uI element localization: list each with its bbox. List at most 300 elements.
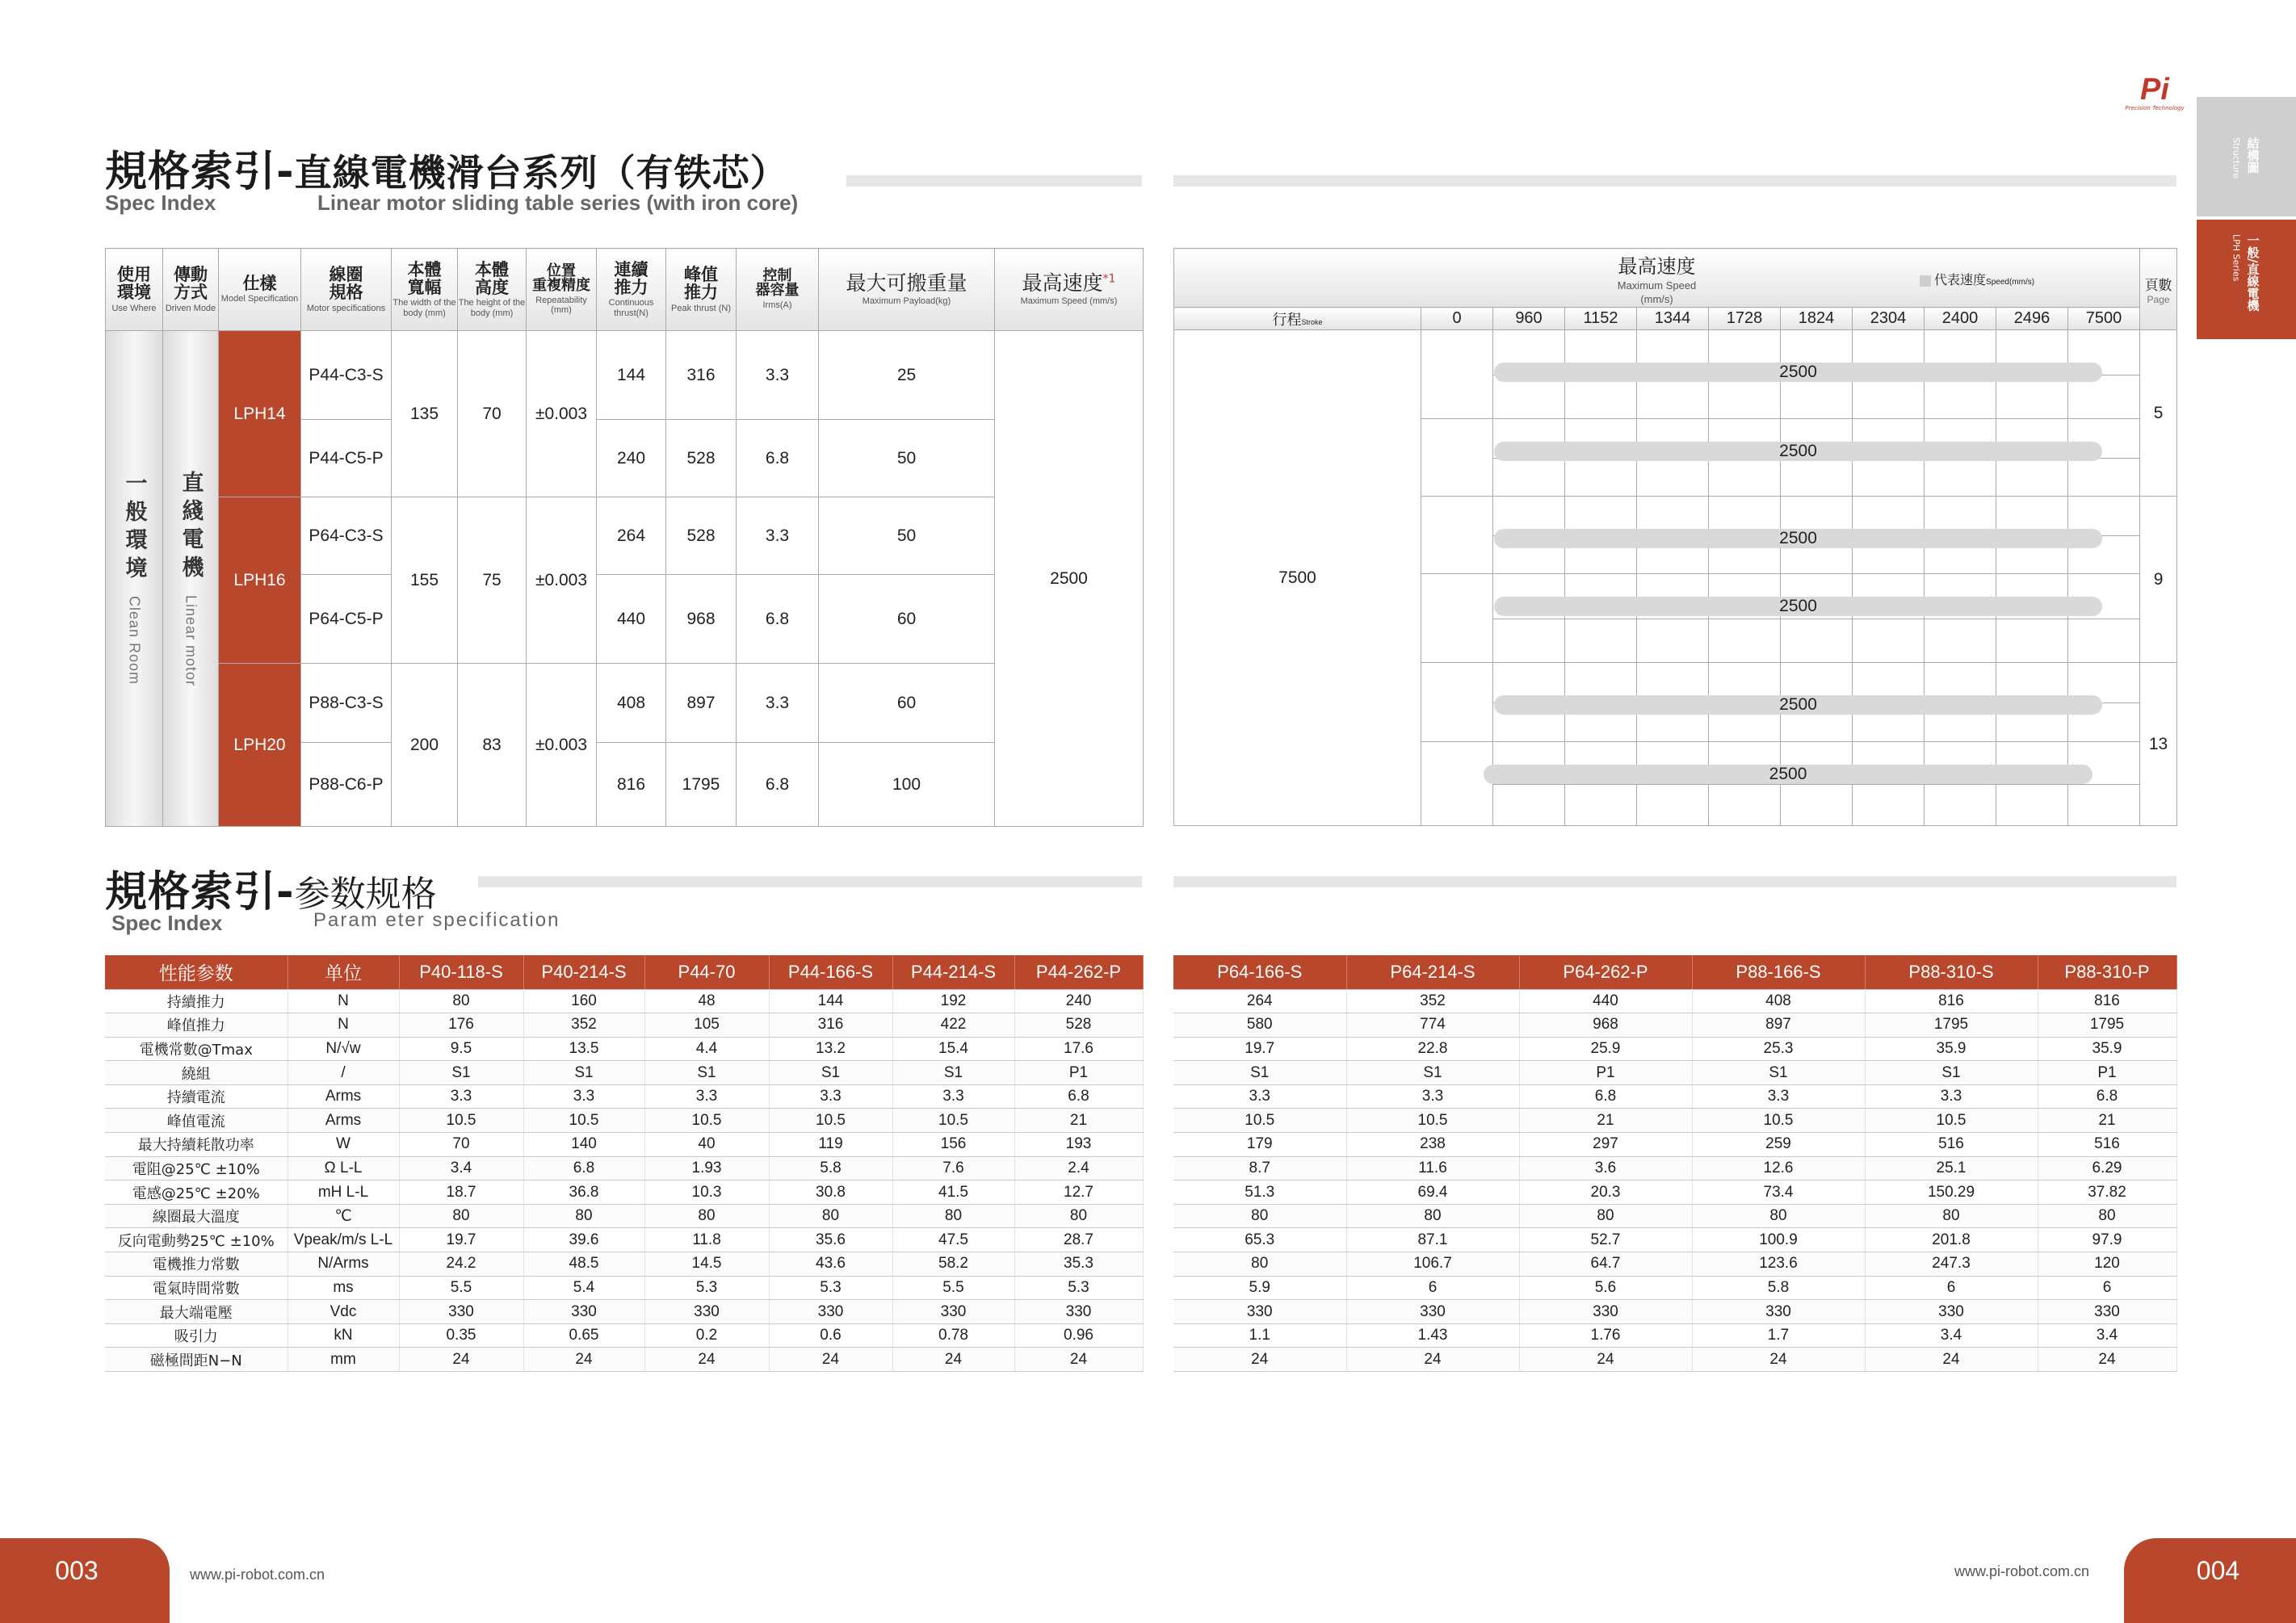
speed-bar: 2500 [1494,597,2102,616]
param-value: 9.5 [399,1037,523,1061]
param-value: 156 [892,1133,1014,1157]
page-number-cell: 5 [2140,330,2177,497]
section2-title-zh-b: 参数规格 [294,874,437,915]
param-value: 35.9 [1865,1037,2038,1061]
param-row [105,1037,1143,1061]
speed-table [1173,248,2177,826]
param-value: 1.76 [1519,1323,1692,1348]
section1-subtitle-en-b: Linear motor sliding table series (with iron core) [317,191,799,215]
page-number-right: 004 [2196,1556,2240,1585]
param-row [1173,1300,2176,1324]
side-tab-lph-zh: 一般/直線電機 [2245,234,2260,312]
param-value: 10.5 [1346,1109,1519,1133]
param-value: 528 [1014,1013,1143,1038]
irms-cell: 6.8 [737,420,819,497]
cont-cell: 408 [597,664,666,743]
param-value: 0.96 [1014,1323,1143,1348]
param-value: P1 [1519,1061,1692,1085]
param-value: 10.5 [1692,1109,1865,1133]
param-row [105,1348,1143,1372]
col-irms: 控制 器容量 Irms(A) [737,249,819,331]
height-cell: 83 [458,664,527,827]
param-value: 12.7 [1014,1181,1143,1205]
param-header-model: P88-310-S [1865,955,2038,989]
param-value: 80 [769,1204,892,1228]
section1-title-zh-b: 直線電機滑台系列（有铁芯） [294,151,788,195]
stroke-col: 2496 [1996,308,2068,330]
speed-header [1174,249,2140,308]
param-unit: Arms [288,1084,399,1109]
stroke-col: 2400 [1925,308,1996,330]
page-number-left: 003 [55,1556,99,1585]
param-row [1173,1181,2176,1205]
param-value: 13.2 [769,1037,892,1061]
irms-cell: 3.3 [737,497,819,575]
param-value: 0.6 [769,1323,892,1348]
param-value: 24 [1173,1348,1346,1372]
peak-cell: 897 [666,664,737,743]
param-row [1173,1348,2176,1372]
param-value: 352 [523,1013,644,1038]
param-value: 5.3 [1014,1276,1143,1300]
param-value: 58.2 [892,1252,1014,1277]
param-value: 3.4 [1865,1323,2038,1348]
param-value: 6 [1865,1276,2038,1300]
param-value: 440 [1519,989,1692,1013]
param-value: 12.6 [1692,1156,1865,1181]
param-value: 11.6 [1346,1156,1519,1181]
section2-subtitle-en-b: Param eter specification [313,909,560,931]
param-value: 80 [1173,1252,1346,1277]
param-value: 1.93 [644,1156,769,1181]
repeat-cell: ±0.003 [527,497,597,664]
param-row [105,1276,1143,1300]
side-tab-structure[interactable] [2197,97,2296,216]
cont-cell: 264 [597,497,666,575]
param-row [1173,1276,2176,1300]
param-value: 48.5 [523,1252,644,1277]
param-value: 774 [1346,1013,1519,1038]
param-value: 140 [523,1133,644,1157]
param-value: 4.4 [644,1037,769,1061]
param-name: 持續推力 [105,989,288,1013]
param-value: 330 [2038,1300,2176,1324]
param-unit: Ω L-L [288,1156,399,1181]
col-width: 本體 寬幅 The width of the body (mm) [392,249,458,331]
col-payload: 最大可搬重量 Maximum Payload(kg) [819,249,995,331]
param-header-model: P40-118-S [399,955,523,989]
param-value: 10.5 [523,1109,644,1133]
param-value: 408 [1692,989,1865,1013]
param-value: 516 [2038,1133,2176,1157]
param-value: 80 [644,1204,769,1228]
param-value: 330 [644,1300,769,1324]
param-value: 37.82 [2038,1181,2176,1205]
stroke-col: 7500 [2068,308,2140,330]
width-cell: 200 [392,664,458,827]
stroke-col: 0 [1421,308,1493,330]
param-name: 電阻@25℃ ±10% [105,1156,288,1181]
page-number-cell: 9 [2140,497,2177,663]
param-value: 6.8 [1519,1084,1692,1109]
param-value: 80 [2038,1204,2176,1228]
param-row [105,1061,1143,1085]
param-row [105,1323,1143,1348]
height-cell: 70 [458,331,527,497]
param-value: S1 [399,1061,523,1085]
param-value: 18.7 [399,1181,523,1205]
param-name: 吸引力 [105,1323,288,1348]
param-table-left [105,955,1144,1372]
section2-title-zh-a: 規格索引- [105,868,295,916]
param-value: 5.3 [769,1276,892,1300]
peak-cell: 1795 [666,743,737,827]
param-unit: N [288,989,399,1013]
param-header-model: P88-310-P [2038,955,2176,989]
page-number-cell: 13 [2140,663,2177,826]
footer-url-right[interactable]: www.pi-robot.com.cn [1954,1563,2090,1579]
param-header-model: P44-70 [644,955,769,989]
param-value: 11.8 [644,1228,769,1252]
param-name: 線圈最大溫度 [105,1204,288,1228]
param-row [1173,989,2176,1013]
param-value: 10.5 [892,1109,1014,1133]
footnote-marker: *1 [1102,273,1116,286]
param-value: 10.3 [644,1181,769,1205]
param-value: 968 [1519,1013,1692,1038]
stroke-col: 1152 [1565,308,1637,330]
speed-grid-cell [1421,742,1493,826]
max-speed-cell: 2500 [995,331,1144,827]
param-value: 352 [1346,989,1519,1013]
peak-cell: 528 [666,420,737,497]
param-value: 80 [892,1204,1014,1228]
param-value: 17.6 [1014,1037,1143,1061]
param-value: 5.8 [1692,1276,1865,1300]
param-value: 5.9 [1173,1276,1346,1300]
repeat-cell: ±0.003 [527,664,597,827]
param-value: 422 [892,1013,1014,1038]
col-use-where: 使用 環境 Use Where [106,249,163,331]
stroke-col: 1728 [1709,308,1781,330]
coil-cell: P88-C3-S [301,664,392,743]
footer-left-tab [0,1538,170,1623]
param-value: 24 [892,1348,1014,1372]
param-value: 35.6 [769,1228,892,1252]
param-name: 最大持續耗散功率 [105,1133,288,1157]
param-value: 40 [644,1133,769,1157]
param-value: 35.3 [1014,1252,1143,1277]
speed-grid-cell [1421,497,1493,574]
stroke-label-en: Stroke [1301,317,1323,326]
side-tab-structure-en: Structure [2231,137,2242,179]
section2-subtitle-en-a: Spec Index [111,911,223,935]
coil-cell: P44-C3-S [301,331,392,420]
param-header-model: P88-166-S [1692,955,1865,989]
param-value: 24 [1014,1348,1143,1372]
param-row [105,1133,1143,1157]
param-value: 69.4 [1346,1181,1519,1205]
peak-cell: 528 [666,497,737,575]
legend-swatch [1920,275,1931,287]
param-value: 3.3 [1346,1084,1519,1109]
cont-cell: 144 [597,331,666,420]
param-value: 1.1 [1173,1323,1346,1348]
param-value: 10.5 [1173,1109,1346,1133]
param-value: 816 [2038,989,2176,1013]
speed-bar-cell [1493,419,2140,497]
param-value: 3.6 [1519,1156,1692,1181]
param-value: 21 [2038,1109,2176,1133]
param-value: 80 [1173,1204,1346,1228]
param-value: 193 [1014,1133,1143,1157]
param-value: 580 [1173,1013,1346,1038]
speed-bar-cell [1493,663,2140,742]
model-lph20: LPH20 [219,664,301,827]
param-header-model: P64-166-S [1173,955,1346,989]
param-value: S1 [1692,1061,1865,1085]
param-value: 24 [1346,1348,1519,1372]
section1-divider-right [1173,175,2176,187]
section1-subtitle-en-a: Spec Index [105,191,216,215]
param-value: 19.7 [399,1228,523,1252]
param-row [1173,1133,2176,1157]
param-value: 21 [1014,1109,1143,1133]
param-row [1173,1084,2176,1109]
payload-cell: 50 [819,420,995,497]
param-value: 80 [1346,1204,1519,1228]
param-value: 47.5 [892,1228,1014,1252]
param-value: 6 [2038,1276,2176,1300]
param-value: 19.7 [1173,1037,1346,1061]
param-name: 繞組 [105,1061,288,1085]
coil-cell: P88-C6-P [301,743,392,827]
param-value: 13.5 [523,1037,644,1061]
page-col-header: 頁數 Page [2140,249,2177,330]
col-repeatability: 位置 重複精度 Repeatability (mm) [527,249,597,331]
param-name: 電氣時間常數 [105,1276,288,1300]
param-value: S1 [1346,1061,1519,1085]
param-row [1173,1109,2176,1133]
param-value: 3.3 [523,1084,644,1109]
stroke-col: 960 [1493,308,1565,330]
param-name: 反向電動勢25℃ ±10% [105,1228,288,1252]
param-value: 80 [1865,1204,2038,1228]
payload-cell: 50 [819,497,995,575]
param-header-model: P44-262-P [1014,955,1143,989]
width-cell: 135 [392,331,458,497]
param-row [105,1013,1143,1038]
repeat-cell: ±0.003 [527,331,597,497]
param-value: 3.4 [2038,1323,2176,1348]
payload-cell: 25 [819,331,995,420]
param-row [1173,1228,2176,1252]
speed-bar: 2500 [1494,529,2102,548]
side-tab-structure-zh: 結構圖 [2245,137,2260,174]
coil-cell: P64-C3-S [301,497,392,575]
param-unit: mH L-L [288,1181,399,1205]
param-value: 64.7 [1519,1252,1692,1277]
param-value: 330 [399,1300,523,1324]
param-value: 3.3 [892,1084,1014,1109]
param-value: 5.3 [644,1276,769,1300]
col-peak-thrust: 峰值 推力 Peak thrust (N) [666,249,737,331]
param-value: 6.8 [523,1156,644,1181]
footer-url-left[interactable]: www.pi-robot.com.cn [190,1566,325,1583]
param-unit: ms [288,1276,399,1300]
param-value: 97.9 [2038,1228,2176,1252]
param-unit: mm [288,1348,399,1372]
model-lph16: LPH16 [219,497,301,664]
param-value: 0.2 [644,1323,769,1348]
param-value: 179 [1173,1133,1346,1157]
param-value: 1.43 [1346,1323,1519,1348]
driven-mode-cell: 直綫電機 Linear motor [163,331,219,827]
cont-cell: 240 [597,420,666,497]
param-unit: ℃ [288,1204,399,1228]
param-value: 330 [523,1300,644,1324]
param-value: 24 [1692,1348,1865,1372]
param-value: 192 [892,989,1014,1013]
cont-cell: 440 [597,575,666,664]
param-value: 106.7 [1346,1252,1519,1277]
param-header-model: P44-166-S [769,955,892,989]
param-value: 0.78 [892,1323,1014,1348]
param-value: 25.9 [1519,1037,1692,1061]
param-header-unit: 单位 [288,955,399,989]
param-value: 36.8 [523,1181,644,1205]
param-value: 259 [1692,1133,1865,1157]
param-value: 24 [523,1348,644,1372]
model-lph14: LPH14 [219,331,301,497]
param-value: 41.5 [892,1181,1014,1205]
stroke-value-cell: 7500 [1174,330,1421,826]
param-unit: W [288,1133,399,1157]
param-value: 3.4 [399,1156,523,1181]
param-value: 3.3 [1692,1084,1865,1109]
irms-cell: 6.8 [737,575,819,664]
param-value: 65.3 [1173,1228,1346,1252]
param-row [1173,1037,2176,1061]
irms-cell: 3.3 [737,331,819,420]
param-value: 24 [2038,1348,2176,1372]
param-value: 238 [1346,1133,1519,1157]
param-value: 297 [1519,1133,1692,1157]
param-value: 119 [769,1133,892,1157]
param-value: 5.5 [399,1276,523,1300]
use-where-cell: 一般環境 Clean Room [106,331,163,827]
param-value: 30.8 [769,1181,892,1205]
param-value: 6.8 [2038,1084,2176,1109]
width-cell: 155 [392,497,458,664]
param-value: 24 [1865,1348,2038,1372]
param-name: 電機推力常數 [105,1252,288,1277]
param-row [1173,1252,2176,1277]
speed-legend: 代表速度Speed(mm/s) [1920,270,2034,288]
param-value: 3.3 [769,1084,892,1109]
param-value: 20.3 [1519,1181,1692,1205]
stroke-col: 1344 [1637,308,1709,330]
param-value: P1 [2038,1061,2176,1085]
param-value: 330 [1173,1300,1346,1324]
param-name: 電機常數@Tmax [105,1037,288,1061]
cont-cell: 816 [597,743,666,827]
section2-divider-right [1173,876,2176,887]
param-row [1173,1156,2176,1181]
stroke-col: 1824 [1781,308,1853,330]
param-value: S1 [1173,1061,1346,1085]
param-row [1173,1061,2176,1085]
param-value: 247.3 [1865,1252,2038,1277]
logo [2122,74,2187,123]
param-value: 330 [1865,1300,2038,1324]
speed-title-en: Maximum Speed [1617,279,1697,292]
param-value: 150.29 [1865,1181,2038,1205]
param-value: 73.4 [1692,1181,1865,1205]
param-row [105,1252,1143,1277]
param-value: 43.6 [769,1252,892,1277]
param-value: 80 [1014,1204,1143,1228]
peak-cell: 316 [666,331,737,420]
speed-row [1174,330,2177,419]
param-value: 28.7 [1014,1228,1143,1252]
coil-cell: P64-C5-P [301,575,392,664]
logo-mark: Pi [2140,73,2169,107]
param-value: 100.9 [1692,1228,1865,1252]
side-tab-lph[interactable] [2197,220,2296,339]
param-value: 24 [644,1348,769,1372]
param-value: 105 [644,1013,769,1038]
param-row [105,1228,1143,1252]
param-row [105,989,1143,1013]
param-value: 24 [1519,1348,1692,1372]
section2-divider-left [478,876,1142,887]
param-value: 6.8 [1014,1084,1143,1109]
param-row [1173,1013,2176,1038]
param-row [105,1156,1143,1181]
param-value: 2.4 [1014,1156,1143,1181]
param-value: 3.3 [399,1084,523,1109]
col-max-speed: 最高速度$^{*1}$ Maximum Speed (mm/s) [995,249,1144,331]
param-value: 176 [399,1013,523,1038]
section1-title-zh-a: 規格索引- [105,148,295,196]
param-value: 15.4 [892,1037,1014,1061]
param-value: 3.3 [1173,1084,1346,1109]
payload-cell: 100 [819,743,995,827]
param-unit: Vpeak/m/s L-L [288,1228,399,1252]
param-value: S1 [1865,1061,2038,1085]
param-value: 3.3 [644,1084,769,1109]
param-header-name: 性能参数 [105,955,288,989]
param-row [105,1109,1143,1133]
speed-bar: 2500 [1494,695,2102,715]
param-value: 1795 [1865,1013,2038,1038]
irms-cell: 6.8 [737,743,819,827]
param-value: 330 [892,1300,1014,1324]
param-value: S1 [644,1061,769,1085]
speed-grid-cell [1421,330,1493,419]
param-value: 330 [1014,1300,1143,1324]
speed-bar: 2500 [1494,442,2102,461]
height-cell: 75 [458,497,527,664]
stroke-label-zh: 行程 [1272,311,1302,329]
param-row [105,1084,1143,1109]
param-unit: kN [288,1323,399,1348]
param-value: 52.7 [1519,1228,1692,1252]
param-value: 70 [399,1133,523,1157]
stroke-header-row [1174,308,2177,330]
col-motor-spec: 線圈 規格 Motor specifications [301,249,392,331]
